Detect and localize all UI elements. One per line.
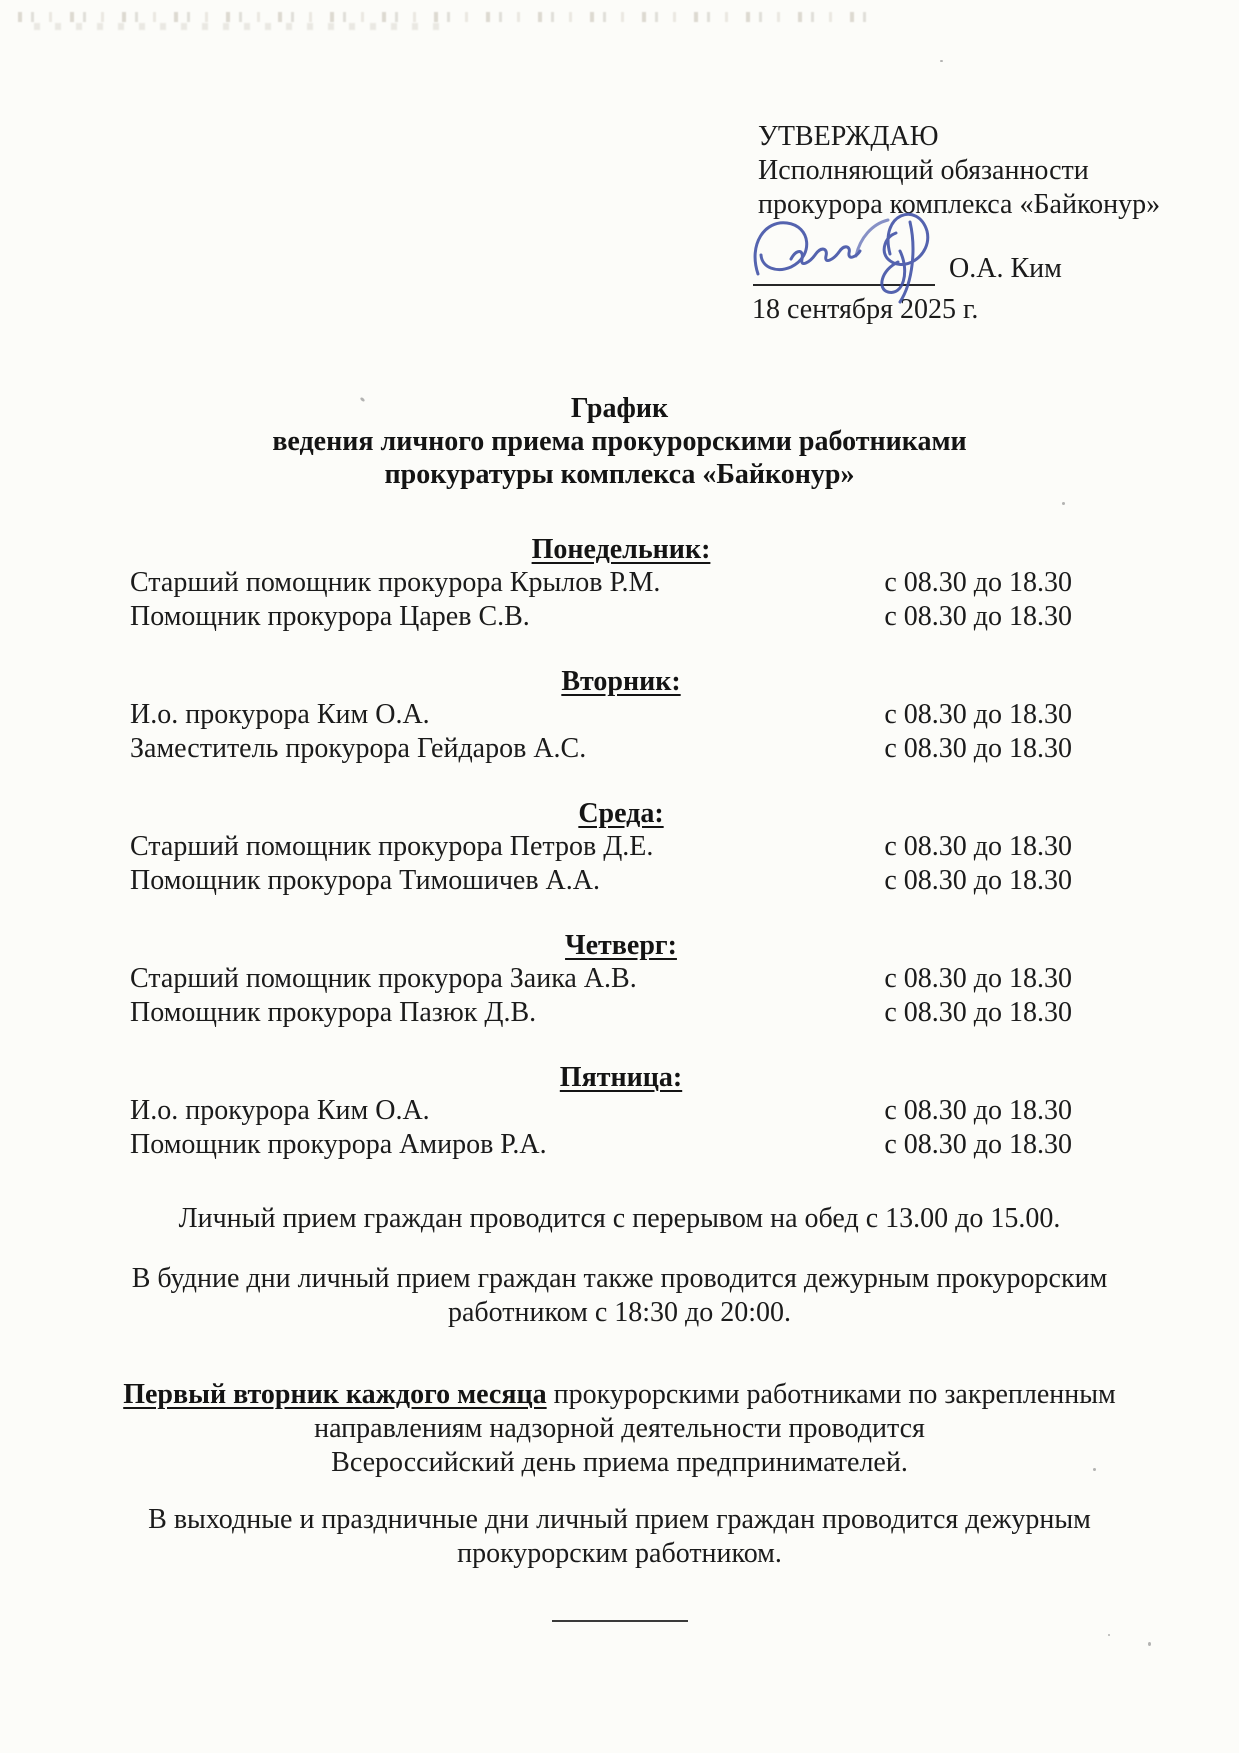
note-first-tuesday bbox=[0, 1378, 1239, 1480]
day-heading: Среда: bbox=[578, 798, 664, 829]
note-line: В будние дни личный прием граждан также проводится дежурным прокурорским bbox=[131, 1263, 1108, 1294]
person-name: Помощник прокурора Пазюк Д.В. bbox=[130, 997, 537, 1028]
reception-time: с 08.30 до 18.30 bbox=[884, 1129, 1072, 1160]
schedule-row bbox=[130, 864, 1072, 898]
approval-block bbox=[758, 120, 1178, 222]
day-heading: Понедельник: bbox=[531, 534, 711, 565]
schedule-row bbox=[130, 1094, 1072, 1128]
reception-time: с 08.30 до 18.30 bbox=[884, 963, 1072, 994]
person-name: Старший помощник прокурора Заика А.В. bbox=[130, 963, 637, 994]
day-section-wednesday bbox=[130, 797, 1072, 898]
day-heading: Четверг: bbox=[565, 930, 677, 961]
scan-artifact bbox=[1062, 502, 1065, 505]
schedule-row bbox=[130, 566, 1072, 600]
reception-schedule bbox=[130, 533, 1072, 1193]
note-lead-rest: прокурорскими работниками по закрепленным bbox=[546, 1379, 1116, 1410]
reception-time: с 08.30 до 18.30 bbox=[884, 733, 1072, 764]
scan-artifact bbox=[940, 60, 943, 62]
reception-time: с 08.30 до 18.30 bbox=[884, 865, 1072, 896]
person-name: И.о. прокурора Ким О.А. bbox=[130, 1095, 430, 1126]
person-name: Старший помощник прокурора Петров Д.Е. bbox=[130, 831, 654, 862]
scan-artifact bbox=[1108, 1634, 1110, 1636]
day-heading: Пятница: bbox=[559, 1062, 683, 1093]
approval-position-line: Исполняющий обязанности bbox=[758, 155, 1089, 186]
approval-date: 18 сентября 2025 г. bbox=[752, 294, 979, 325]
person-name: Заместитель прокурора Гейдаров А.С. bbox=[130, 733, 587, 764]
note-line: работником с 18:30 до 20:00. bbox=[447, 1297, 792, 1328]
person-name: Помощник прокурора Тимошичев А.А. bbox=[130, 865, 600, 896]
note-line: Всероссийский день приема предпринимателей. bbox=[331, 1447, 908, 1478]
day-section-friday bbox=[130, 1061, 1072, 1162]
signature-row bbox=[753, 252, 1062, 286]
scan-artifact bbox=[18, 12, 878, 22]
scan-artifact bbox=[1148, 1642, 1151, 1646]
reception-time: с 08.30 до 18.30 bbox=[884, 601, 1072, 632]
note-lunch-break: Личный прием граждан проводится с перерывом на обед с 13.00 до 15.00. bbox=[178, 1203, 1061, 1234]
person-name: Помощник прокурора Амиров Р.А. bbox=[130, 1129, 547, 1160]
approval-heading: УТВЕРЖДАЮ bbox=[758, 121, 939, 152]
note-weekend-duty bbox=[0, 1503, 1239, 1571]
person-name: Помощник прокурора Царев С.В. bbox=[130, 601, 530, 632]
scan-artifact bbox=[34, 23, 454, 30]
schedule-row bbox=[130, 830, 1072, 864]
title-line-2: ведения личного приема прокурорскими работниками bbox=[272, 426, 967, 457]
schedule-row bbox=[130, 1128, 1072, 1162]
schedule-row bbox=[130, 732, 1072, 766]
reception-time: с 08.30 до 18.30 bbox=[884, 831, 1072, 862]
note-lead-bold-underline: Первый вторник каждого месяца bbox=[123, 1379, 547, 1410]
schedule-row bbox=[130, 996, 1072, 1030]
schedule-row bbox=[130, 600, 1072, 634]
approval-position-line: прокурора комплекса «Байконур» bbox=[758, 189, 1161, 220]
note-line bbox=[0, 1378, 1239, 1412]
day-section-thursday bbox=[130, 929, 1072, 1030]
reception-time: с 08.30 до 18.30 bbox=[884, 567, 1072, 598]
note-line: направлениям надзорной деятельности проводится bbox=[314, 1413, 925, 1444]
reception-time: с 08.30 до 18.30 bbox=[884, 699, 1072, 730]
day-heading: Вторник: bbox=[561, 666, 681, 697]
reception-time: с 08.30 до 18.30 bbox=[884, 997, 1072, 1028]
signature-line bbox=[753, 254, 935, 286]
person-name: И.о. прокурора Ким О.А. bbox=[130, 699, 430, 730]
day-section-monday bbox=[130, 533, 1072, 634]
day-section-tuesday bbox=[130, 665, 1072, 766]
note-line: В выходные и праздничные дни личный прием граждан проводится дежурным bbox=[148, 1504, 1091, 1535]
person-name: Старший помощник прокурора Крылов Р.М. bbox=[130, 567, 661, 598]
note-line: прокурорским работником. bbox=[457, 1538, 782, 1569]
note-weekday-duty bbox=[0, 1262, 1239, 1330]
schedule-row bbox=[130, 698, 1072, 732]
signatory-name: О.А. Ким bbox=[949, 253, 1062, 284]
title-line-1: График bbox=[570, 393, 669, 424]
end-divider-line bbox=[552, 1620, 688, 1622]
document-title bbox=[0, 392, 1239, 491]
title-line-3: прокуратуры комплекса «Байконур» bbox=[384, 459, 855, 490]
reception-time: с 08.30 до 18.30 bbox=[884, 1095, 1072, 1126]
schedule-row bbox=[130, 962, 1072, 996]
